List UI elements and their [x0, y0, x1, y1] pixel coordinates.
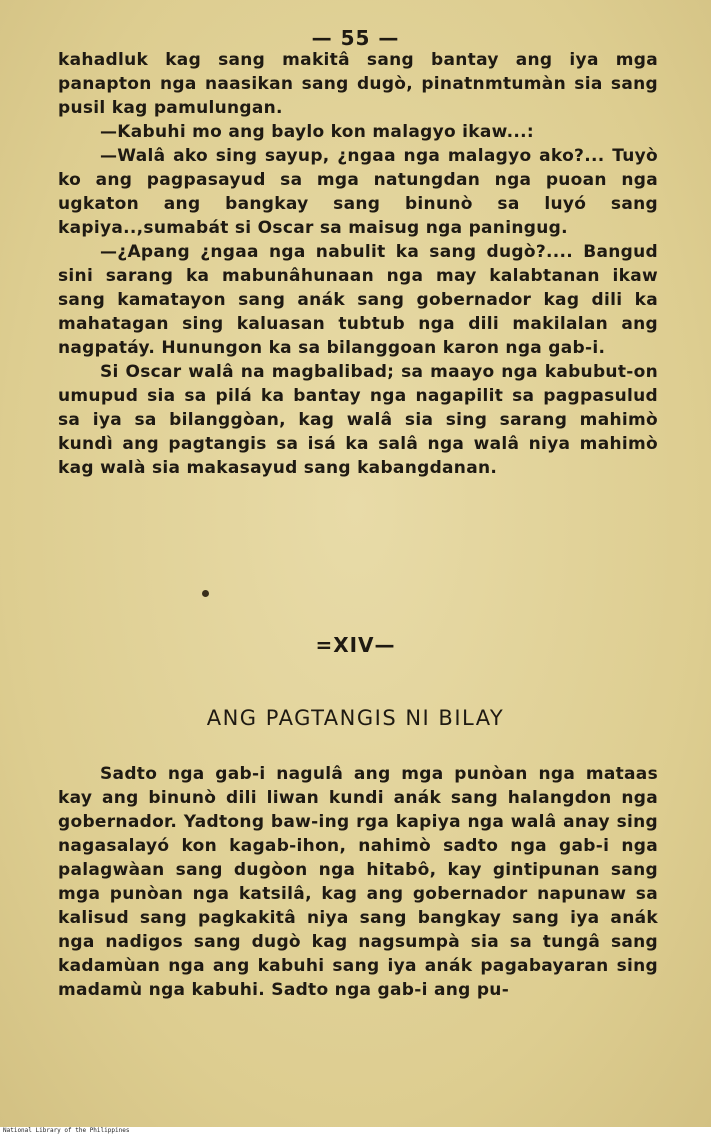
paragraph: —¿Apang ¿ngaa nga nabulit ka sang dugò?.... Bangud sini sarang ka mabunâhunaan nga may kalabtanan ikaw sang kamatayon sang anák sang gobernador kag dili ka mahatagan sing kaluasan tubtub nga dili makilalan ang nagpatáy. Hunungon ka sa bilanggoan karon nga gab-i.: [58, 242, 658, 358]
library-credit: National Library of the Philippines: [3, 1127, 130, 1134]
paragraph: Sadto nga gab-i nagulâ ang mga punòan nga mataas kay ang binunò dili liwan kundi anák sang halangdon nga gobernador. Yadtong baw-ing rga kapiya nga walâ anay sing nagasalayó kon kagab-ihon, nahimò sadto nga gab-i nga palagwàan sang dugòon nga hitabô, kay gintipunan sang mga punòan nga katsilâ, kag ang gobernador napunaw sa kalisud sang pagkakitâ niya sang bangkay sang iya anák nga nadigos sang dugò kag nagsumpà sia sa tungâ sang kadamùan nga ang kabuhi sang iya anák pagabayaran sing madamù nga kabuhi. Sadto nga gab-i ang pu-: [58, 764, 658, 1000]
chapter-number: =XIV—: [315, 633, 396, 657]
page-number: — 55 —: [311, 26, 400, 50]
paragraph: kahadluk kag sang makitâ sang bantay ang iya mga panapton nga naasikan sang dugò, pinatnmtumàn sia sang pusil kag pamulungan.: [58, 50, 658, 118]
text-block-bottom: [58, 762, 658, 1002]
text-block-top: [58, 48, 658, 480]
paragraph: —Kabuhi mo ang baylo kon malagyo ikaw...:: [100, 122, 534, 142]
paragraph: Si Oscar walâ na magbalibad; sa maayo nga kabubut-on umupud sia sa pilá ka bantay nga nagapilit sa pagpasulud sa iya sa bilanggòan, kag walâ sia sing sarang mahimò kundì ang pagtangis sa isá ka salâ nga walâ niya mahimò kag walà sia makasayud sang kabangdanan.: [58, 362, 658, 478]
chapter-title: ANG PAGTANGIS NI BILAY: [206, 706, 505, 730]
ornament-dot: [202, 590, 209, 597]
paragraph: —Walâ ako sing sayup, ¿ngaa nga malagyo ako?... Tuyò ko ang pagpasayud sa mga natungdan nga puoan nga ugkaton ang bangkay sang binunò sa luyó sang kapiya..,sumabát si Oscar sa maisug nga paningug.: [58, 146, 658, 238]
